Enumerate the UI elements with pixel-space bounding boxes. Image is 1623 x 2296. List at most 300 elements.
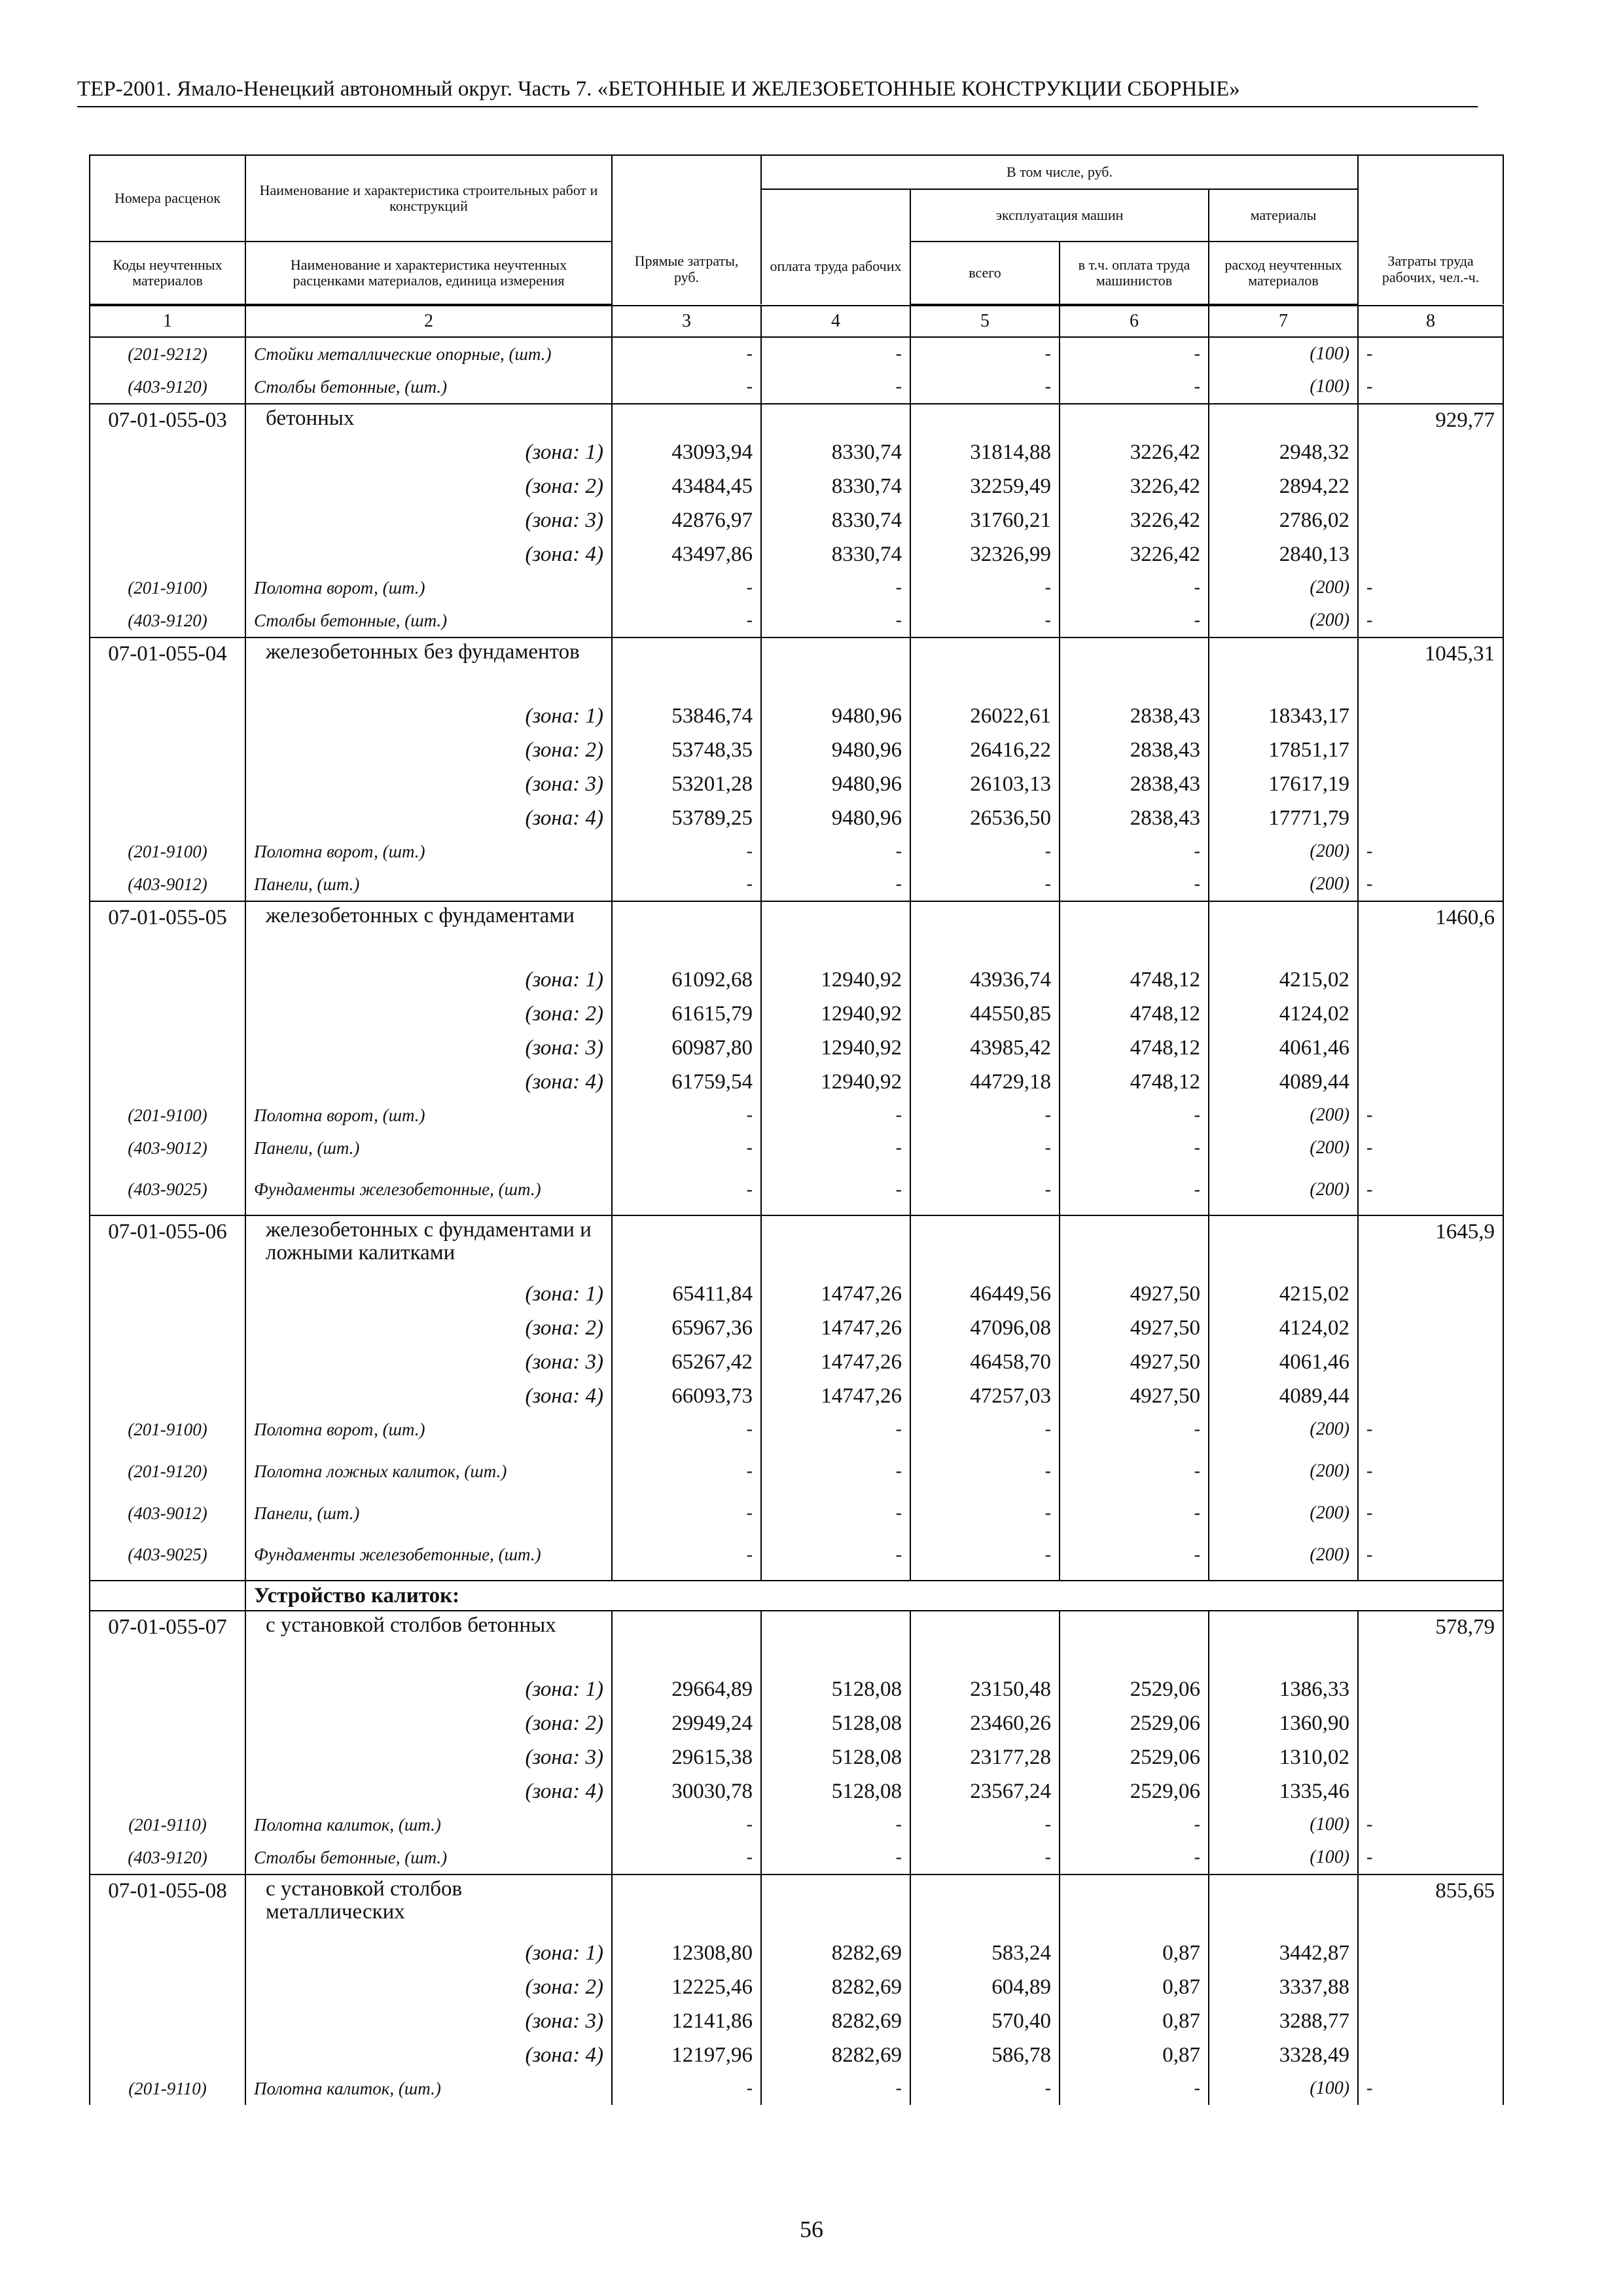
materials-cost: 2894,22	[1209, 469, 1358, 503]
dash-cell: -	[612, 1446, 761, 1497]
zone-row	[90, 537, 1503, 571]
machine-total: 32259,49	[910, 469, 1060, 503]
empty-cell	[910, 404, 1060, 435]
dash-cell: -	[612, 1530, 761, 1581]
material-row	[90, 604, 1503, 637]
machinist-pay: 4748,12	[1060, 997, 1209, 1031]
dash-cell: -	[612, 604, 761, 637]
labor-pay: 9480,96	[761, 699, 910, 733]
dash-cell: -	[1358, 1446, 1503, 1497]
dash-cell: -	[1060, 1413, 1209, 1446]
dash-cell: -	[761, 2072, 910, 2105]
dash-cell: -	[910, 1132, 1060, 1164]
column-number: 2	[245, 306, 612, 337]
material-name: Панели, (шт.)	[245, 868, 612, 901]
empty-cell	[910, 637, 1060, 699]
dash-cell: -	[761, 571, 910, 604]
material-name: Панели, (шт.)	[245, 1497, 612, 1530]
machine-total: 44729,18	[910, 1065, 1060, 1099]
materials-cost: 2786,02	[1209, 503, 1358, 537]
material-code: (403-9025)	[90, 1530, 245, 1581]
materials-cost: 17617,19	[1209, 767, 1358, 801]
zone-row	[90, 435, 1503, 469]
empty-cell	[90, 503, 245, 537]
table-header	[90, 155, 1503, 337]
empty-cell	[90, 1277, 245, 1311]
empty-cell	[1358, 503, 1503, 537]
dash-cell: -	[1060, 370, 1209, 404]
empty-cell	[1358, 1345, 1503, 1379]
material-quantity: (200)	[1209, 571, 1358, 604]
zone-row	[90, 1031, 1503, 1065]
dash-cell: -	[612, 868, 761, 901]
section-spacer	[90, 1581, 245, 1611]
empty-cell	[90, 435, 245, 469]
material-row	[90, 1099, 1503, 1132]
zone-label: (зона: 3)	[245, 1345, 612, 1379]
rate-title: с установкой столбов бетонных	[245, 1611, 612, 1672]
empty-cell	[1358, 537, 1503, 571]
dash-cell: -	[612, 835, 761, 868]
materials-cost: 1360,90	[1209, 1706, 1358, 1740]
col-direct-costs-header	[612, 155, 761, 304]
dash-cell: -	[761, 1413, 910, 1446]
empty-cell	[761, 901, 910, 963]
unaccounted-materials-header: расход неучтенных материалов	[1209, 242, 1358, 304]
dash-cell: -	[1358, 1808, 1503, 1841]
dash-cell: -	[1060, 571, 1209, 604]
empty-cell	[1358, 1277, 1503, 1311]
materials-cost: 4215,02	[1209, 963, 1358, 997]
rate-title: железобетонных с фундаментами	[245, 901, 612, 963]
machine-total: 43985,42	[910, 1031, 1060, 1065]
dash-cell: -	[761, 337, 910, 370]
dash-cell: -	[761, 1841, 910, 1874]
material-name: Полотна калиток, (шт.)	[245, 1808, 612, 1841]
material-code: (403-9120)	[90, 370, 245, 404]
dash-cell: -	[1358, 1497, 1503, 1530]
rate-code: 07-01-055-03	[90, 404, 245, 435]
materials-cost: 4124,02	[1209, 1311, 1358, 1345]
direct-costs: 65967,36	[612, 1311, 761, 1345]
materials-cost: 4089,44	[1209, 1065, 1358, 1099]
material-quantity: (200)	[1209, 1413, 1358, 1446]
direct-costs: 53748,35	[612, 733, 761, 767]
rate-code: 07-01-055-04	[90, 637, 245, 699]
material-row	[90, 1132, 1503, 1164]
labor-pay: 9480,96	[761, 767, 910, 801]
materials-cost: 1310,02	[1209, 1740, 1358, 1774]
zone-label: (зона: 1)	[245, 1936, 612, 1970]
labor-pay: 12940,92	[761, 1031, 910, 1065]
empty-cell	[1358, 801, 1503, 835]
empty-cell	[90, 733, 245, 767]
empty-cell	[90, 1065, 245, 1099]
material-quantity: (100)	[1209, 370, 1358, 404]
materials-cost: 4061,46	[1209, 1031, 1358, 1065]
labor-costs: 1045,31	[1358, 637, 1503, 699]
material-quantity: (200)	[1209, 1446, 1358, 1497]
material-quantity: (200)	[1209, 868, 1358, 901]
labor-pay: 9480,96	[761, 733, 910, 767]
zone-row	[90, 1936, 1503, 1970]
empty-cell	[1358, 1740, 1503, 1774]
machinist-pay: 2838,43	[1060, 699, 1209, 733]
empty-cell	[90, 1970, 245, 2004]
machinist-pay: 4748,12	[1060, 963, 1209, 997]
zone-row	[90, 767, 1503, 801]
rate-title: железобетонных с фундаментами и ложными калитками	[245, 1215, 612, 1277]
materials-cost: 3328,49	[1209, 2038, 1358, 2072]
material-row	[90, 337, 1503, 370]
direct-costs: 30030,78	[612, 1774, 761, 1808]
labor-pay: 8282,69	[761, 1936, 910, 1970]
dash-cell: -	[1060, 1497, 1209, 1530]
materials-cost: 4124,02	[1209, 997, 1358, 1031]
dash-cell: -	[612, 1099, 761, 1132]
machine-total: 26103,13	[910, 767, 1060, 801]
labor-costs: 1460,6	[1358, 901, 1503, 963]
materials-cost: 4061,46	[1209, 1345, 1358, 1379]
direct-costs: 43484,45	[612, 469, 761, 503]
empty-cell	[90, 1672, 245, 1706]
col-material-name-header: Наименование и характеристика неучтенных расценками материалов, единица измерения	[245, 242, 612, 304]
empty-cell	[90, 1345, 245, 1379]
direct-costs: 61092,68	[612, 963, 761, 997]
dash-cell: -	[1060, 1530, 1209, 1581]
dash-cell: -	[612, 370, 761, 404]
material-name: Столбы бетонные, (шт.)	[245, 1841, 612, 1874]
empty-cell	[1209, 901, 1358, 963]
dash-cell: -	[910, 1446, 1060, 1497]
machine-total: 26416,22	[910, 733, 1060, 767]
labor-costs-label: Затраты труда рабочих, чел.-ч.	[1382, 253, 1480, 285]
labor-pay: 8282,69	[761, 2004, 910, 2038]
empty-cell	[1358, 1672, 1503, 1706]
material-code: (403-9012)	[90, 1497, 245, 1530]
materials-cost: 2948,32	[1209, 435, 1358, 469]
column-number: 1	[90, 306, 245, 337]
empty-cell	[1060, 1874, 1209, 1936]
labor-pay: 5128,08	[761, 1706, 910, 1740]
rate-title: с установкой столбов металлических	[245, 1874, 612, 1936]
material-quantity: (200)	[1209, 604, 1358, 637]
material-name: Панели, (шт.)	[245, 1132, 612, 1164]
material-code: (201-9100)	[90, 571, 245, 604]
dash-cell: -	[1060, 1841, 1209, 1874]
direct-costs-label: Прямые затраты, руб.	[634, 253, 739, 285]
zone-label: (зона: 2)	[245, 1311, 612, 1345]
col-work-name-header: Наименование и характеристика строительных работ и конструкций	[245, 155, 612, 242]
zone-row	[90, 1277, 1503, 1311]
dash-cell: -	[612, 1808, 761, 1841]
section-title: Устройство калиток:	[245, 1581, 1503, 1611]
zone-label: (зона: 4)	[245, 2038, 612, 2072]
empty-cell	[910, 1215, 1060, 1277]
direct-costs: 43093,94	[612, 435, 761, 469]
material-code: (403-9012)	[90, 1132, 245, 1164]
zone-label: (зона: 1)	[245, 435, 612, 469]
machine-total: 583,24	[910, 1936, 1060, 1970]
zone-row	[90, 1379, 1503, 1413]
zone-row	[90, 1970, 1503, 2004]
labor-pay: 12940,92	[761, 1065, 910, 1099]
empty-cell	[1358, 1065, 1503, 1099]
material-name: Полотна ворот, (шт.)	[245, 835, 612, 868]
direct-costs: 53789,25	[612, 801, 761, 835]
zone-label: (зона: 4)	[245, 801, 612, 835]
material-name: Полотна калиток, (шт.)	[245, 2072, 612, 2105]
labor-pay: 12940,92	[761, 997, 910, 1031]
material-code: (403-9012)	[90, 868, 245, 901]
empty-cell	[90, 1936, 245, 1970]
dash-cell: -	[612, 571, 761, 604]
materials-cost: 1386,33	[1209, 1672, 1358, 1706]
empty-cell	[90, 963, 245, 997]
machinist-pay: 4927,50	[1060, 1345, 1209, 1379]
dash-cell: -	[761, 868, 910, 901]
labor-pay: 14747,26	[761, 1379, 910, 1413]
empty-cell	[1358, 767, 1503, 801]
machinist-pay: 3226,42	[1060, 435, 1209, 469]
empty-cell	[1358, 2038, 1503, 2072]
zone-label: (зона: 4)	[245, 1065, 612, 1099]
empty-cell	[1358, 1031, 1503, 1065]
zone-label: (зона: 2)	[245, 1970, 612, 2004]
dash-cell: -	[910, 370, 1060, 404]
labor-pay: 5128,08	[761, 1672, 910, 1706]
material-name: Полотна ложных калиток, (шт.)	[245, 1446, 612, 1497]
dash-cell: -	[1060, 1164, 1209, 1215]
dash-cell: -	[761, 1808, 910, 1841]
zone-label: (зона: 3)	[245, 1031, 612, 1065]
zone-row	[90, 1345, 1503, 1379]
direct-costs: 12197,96	[612, 2038, 761, 2072]
dash-cell: -	[1358, 337, 1503, 370]
rate-title: бетонных	[245, 404, 612, 435]
dash-cell: -	[1358, 835, 1503, 868]
machinist-pay: 2529,06	[1060, 1774, 1209, 1808]
dash-cell: -	[1060, 337, 1209, 370]
zone-label: (зона: 1)	[245, 963, 612, 997]
machine-total: 586,78	[910, 2038, 1060, 2072]
dash-cell: -	[1358, 604, 1503, 637]
dash-cell: -	[612, 2072, 761, 2105]
including-header: В том числе, руб.	[761, 155, 1358, 189]
dash-cell: -	[1358, 1530, 1503, 1581]
empty-cell	[1358, 1970, 1503, 2004]
machinist-pay: 3226,42	[1060, 537, 1209, 571]
labor-pay: 8330,74	[761, 537, 910, 571]
machine-total: 23567,24	[910, 1774, 1060, 1808]
empty-cell	[761, 1874, 910, 1936]
empty-cell	[90, 1379, 245, 1413]
dash-cell: -	[612, 1497, 761, 1530]
column-number: 6	[1060, 306, 1209, 337]
materials-cost: 18343,17	[1209, 699, 1358, 733]
labor-pay-cell-top	[761, 189, 910, 304]
machinist-pay: 2838,43	[1060, 767, 1209, 801]
zone-label: (зона: 3)	[245, 503, 612, 537]
page-number: 56	[800, 2216, 823, 2242]
rate-title-row	[90, 404, 1503, 435]
dash-cell: -	[761, 835, 910, 868]
empty-cell	[1358, 2004, 1503, 2038]
zone-label: (зона: 1)	[245, 1277, 612, 1311]
labor-pay-label: оплата труда рабочих	[770, 258, 902, 275]
material-code: (201-9100)	[90, 1413, 245, 1446]
material-code: (403-9120)	[90, 1841, 245, 1874]
material-name: Столбы бетонные, (шт.)	[245, 604, 612, 637]
machine-total: 604,89	[910, 1970, 1060, 2004]
material-quantity: (100)	[1209, 1841, 1358, 1874]
machinist-pay: 0,87	[1060, 2004, 1209, 2038]
machinist-pay: 4927,50	[1060, 1311, 1209, 1345]
empty-cell	[90, 469, 245, 503]
machine-total: 46449,56	[910, 1277, 1060, 1311]
material-name: Фундаменты железобетонные, (шт.)	[245, 1164, 612, 1215]
machinist-pay: 0,87	[1060, 1936, 1209, 1970]
empty-cell	[90, 699, 245, 733]
direct-costs: 42876,97	[612, 503, 761, 537]
empty-cell	[761, 637, 910, 699]
zone-row	[90, 469, 1503, 503]
machine-operation-header: эксплуатация машин	[910, 189, 1209, 242]
dash-cell: -	[612, 1132, 761, 1164]
dash-cell: -	[1358, 1132, 1503, 1164]
empty-cell	[90, 2038, 245, 2072]
dash-cell: -	[910, 1413, 1060, 1446]
empty-cell	[1358, 435, 1503, 469]
dash-cell: -	[761, 370, 910, 404]
col-labor-header-top	[1358, 155, 1503, 304]
zone-label: (зона: 4)	[245, 1379, 612, 1413]
empty-cell	[612, 1874, 761, 1936]
empty-cell	[612, 404, 761, 435]
dash-cell: -	[1060, 1446, 1209, 1497]
rate-title-row	[90, 1874, 1503, 1936]
material-name: Полотна ворот, (шт.)	[245, 1413, 612, 1446]
machine-total: 31760,21	[910, 503, 1060, 537]
direct-costs: 29615,38	[612, 1740, 761, 1774]
zone-label: (зона: 1)	[245, 1672, 612, 1706]
rate-code: 07-01-055-08	[90, 1874, 245, 1936]
machinist-pay: 4748,12	[1060, 1065, 1209, 1099]
col-codes-header: Коды неучтенных материалов	[90, 242, 245, 304]
dash-cell: -	[1358, 370, 1503, 404]
rate-title-row	[90, 1611, 1503, 1672]
dash-cell: -	[910, 1841, 1060, 1874]
rate-title-row	[90, 637, 1503, 699]
zone-row	[90, 1740, 1503, 1774]
labor-pay: 8330,74	[761, 503, 910, 537]
machine-total: 43936,74	[910, 963, 1060, 997]
empty-cell	[761, 404, 910, 435]
machinist-pay: 2838,43	[1060, 733, 1209, 767]
material-row	[90, 370, 1503, 404]
direct-costs: 65411,84	[612, 1277, 761, 1311]
empty-cell	[612, 901, 761, 963]
rate-code: 07-01-055-07	[90, 1611, 245, 1672]
zone-row	[90, 1311, 1503, 1345]
rate-title-row	[90, 1215, 1503, 1277]
machinist-pay: 4927,50	[1060, 1277, 1209, 1311]
dash-cell: -	[761, 1530, 910, 1581]
machine-total: 570,40	[910, 2004, 1060, 2038]
zone-label: (зона: 4)	[245, 1774, 612, 1808]
zone-row	[90, 733, 1503, 767]
empty-cell	[1358, 997, 1503, 1031]
dash-cell: -	[910, 1530, 1060, 1581]
empty-cell	[1209, 404, 1358, 435]
column-number: 5	[910, 306, 1060, 337]
empty-cell	[1060, 404, 1209, 435]
empty-cell	[1358, 1774, 1503, 1808]
machine-total: 23150,48	[910, 1672, 1060, 1706]
labor-pay: 8330,74	[761, 435, 910, 469]
labor-costs: 578,79	[1358, 1611, 1503, 1672]
dash-cell: -	[910, 2072, 1060, 2105]
dash-cell: -	[1358, 1841, 1503, 1874]
dash-cell: -	[1358, 571, 1503, 604]
dash-cell: -	[1060, 868, 1209, 901]
col-rate-numbers-header: Номера расценок	[90, 155, 245, 242]
material-row	[90, 1446, 1503, 1497]
empty-cell	[90, 1774, 245, 1808]
dash-cell: -	[761, 1099, 910, 1132]
labor-pay: 5128,08	[761, 1740, 910, 1774]
empty-cell	[612, 1611, 761, 1672]
dash-cell: -	[1060, 604, 1209, 637]
material-name: Столбы бетонные, (шт.)	[245, 370, 612, 404]
rate-title-row	[90, 901, 1503, 963]
empty-cell	[1060, 901, 1209, 963]
material-quantity: (100)	[1209, 337, 1358, 370]
dash-cell: -	[1060, 1808, 1209, 1841]
material-quantity: (200)	[1209, 1132, 1358, 1164]
empty-cell	[1060, 1215, 1209, 1277]
page-header: ТЕР-2001. Ямало-Ненецкий автономный округ. Часть 7. «БЕТОННЫЕ И ЖЕЛЕЗОБЕТОННЫЕ КОНСТРУКЦИИ СБОРНЫЕ»	[77, 77, 1478, 107]
labor-pay: 9480,96	[761, 801, 910, 835]
empty-cell	[90, 1031, 245, 1065]
empty-cell	[1358, 699, 1503, 733]
dash-cell: -	[612, 1841, 761, 1874]
column-number: 7	[1209, 306, 1358, 337]
machine-total: 31814,88	[910, 435, 1060, 469]
material-name: Полотна ворот, (шт.)	[245, 571, 612, 604]
dash-cell: -	[910, 604, 1060, 637]
material-quantity: (200)	[1209, 1099, 1358, 1132]
material-row	[90, 1497, 1503, 1530]
machinist-pay-header: в т.ч. оплата труда машинистов	[1060, 242, 1209, 304]
materials-cost: 2840,13	[1209, 537, 1358, 571]
direct-costs: 53846,74	[612, 699, 761, 733]
column-number: 4	[761, 306, 910, 337]
zone-label: (зона: 3)	[245, 767, 612, 801]
zone-label: (зона: 2)	[245, 733, 612, 767]
material-name: Полотна ворот, (шт.)	[245, 1099, 612, 1132]
material-row	[90, 868, 1503, 901]
material-row	[90, 1413, 1503, 1446]
dash-cell: -	[761, 1132, 910, 1164]
material-code: (201-9110)	[90, 1808, 245, 1841]
machine-total: 46458,70	[910, 1345, 1060, 1379]
empty-cell	[1358, 733, 1503, 767]
empty-cell	[90, 997, 245, 1031]
column-number-row	[90, 306, 1503, 337]
column-number: 8	[1358, 306, 1503, 337]
labor-pay: 14747,26	[761, 1311, 910, 1345]
